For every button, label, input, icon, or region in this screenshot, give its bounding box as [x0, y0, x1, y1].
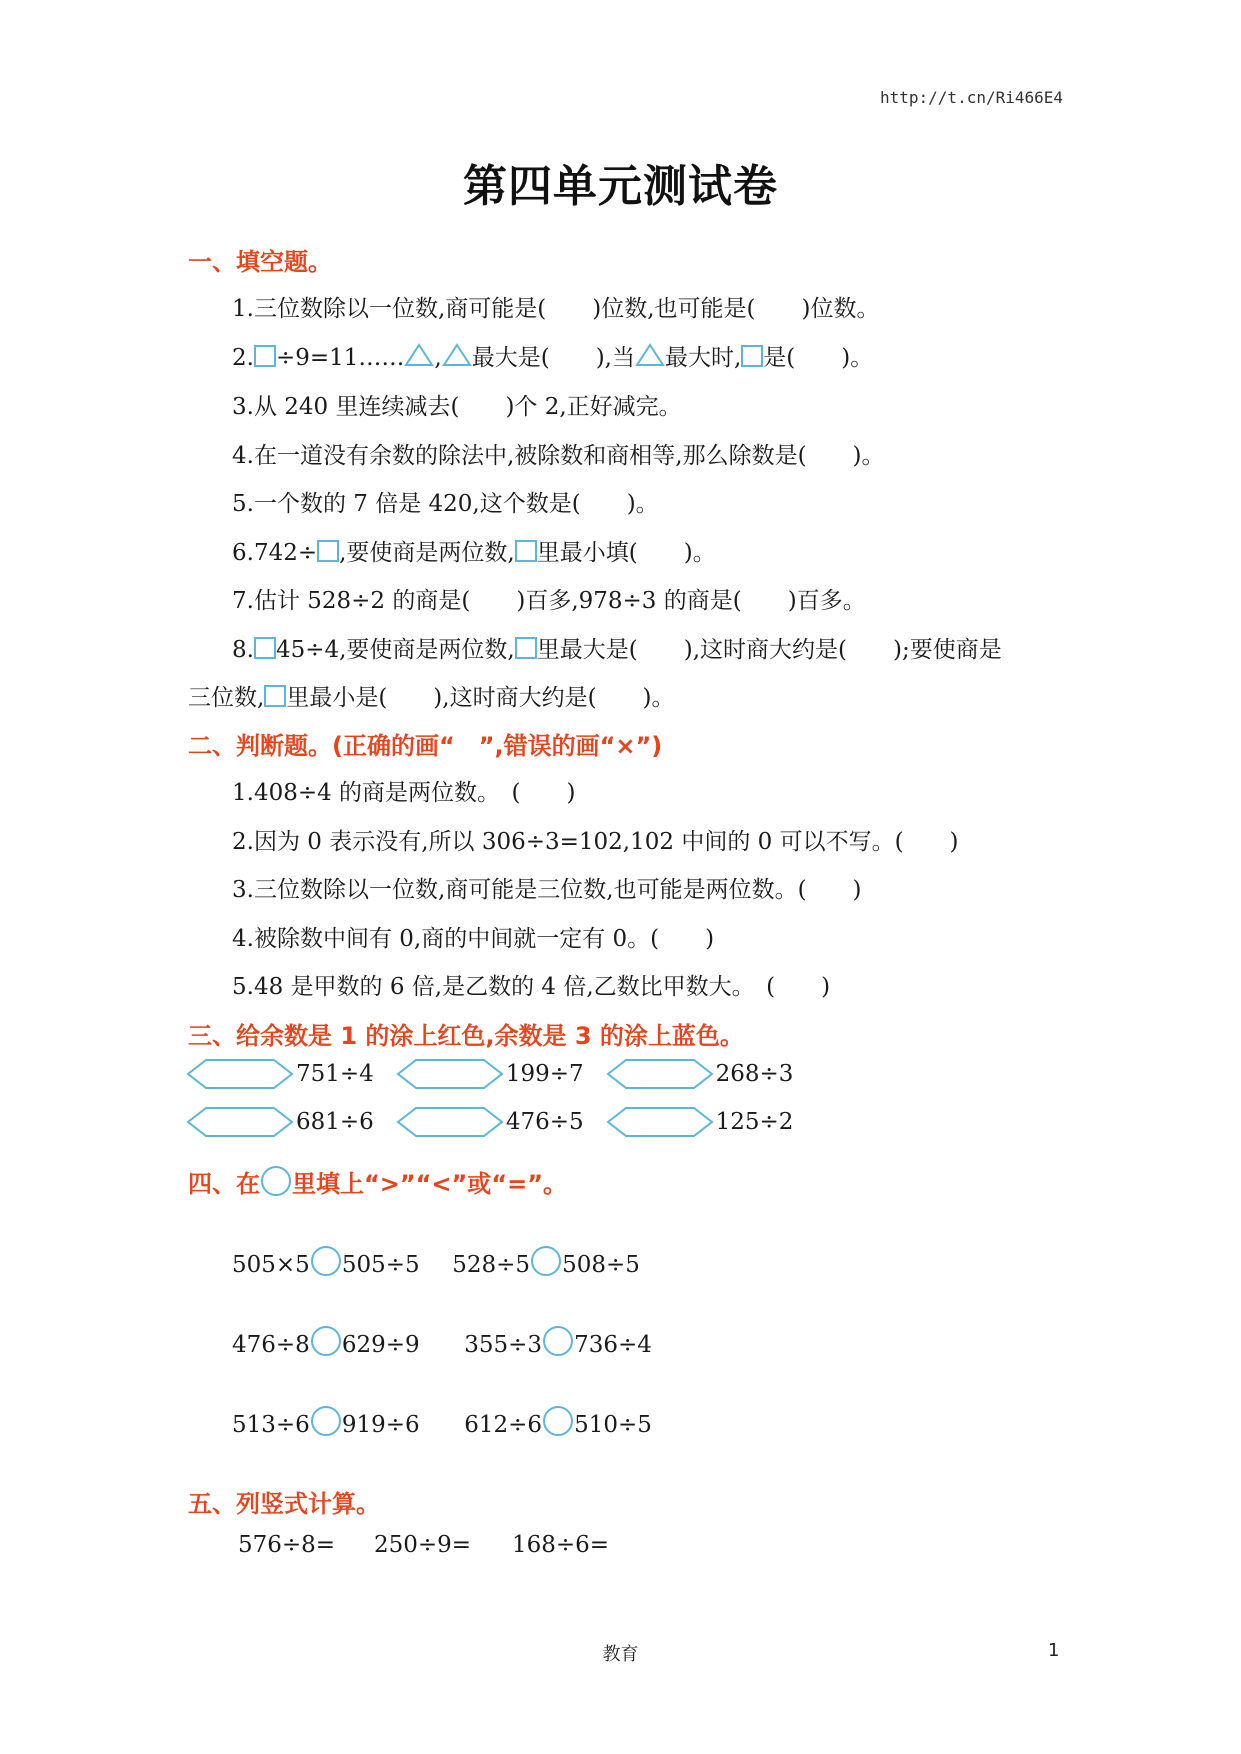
hexagon-item[interactable]	[606, 1058, 794, 1090]
hexagon-icon[interactable]	[186, 1058, 294, 1090]
s4-heading-part-b: 里填上“>”“<”或“=”。	[292, 1170, 567, 1198]
s1-question-2	[232, 339, 873, 372]
compare-left: 355÷3	[464, 1332, 543, 1358]
page-title: 第四单元测试卷	[463, 161, 778, 212]
footer-text: 教育	[602, 1644, 639, 1665]
compare-circle[interactable]	[311, 1406, 341, 1436]
s1-question-7: 7.估计 528÷2 的商是( )百多,978÷3 的商是( )百多。	[232, 588, 866, 614]
s1-question-5: 5.一个数的 7 倍是 420,这个数是( )。	[232, 491, 659, 517]
section2-heading: 二、判断题。(正确的画“ ”,错误的画“×”)	[188, 732, 663, 760]
square-box-icon	[515, 540, 537, 562]
compare-circle[interactable]	[543, 1326, 573, 1356]
hexagon-icon[interactable]	[606, 1058, 714, 1090]
compare-right: 505÷5	[341, 1252, 420, 1278]
hexagon-icon[interactable]	[606, 1106, 714, 1138]
header-url: http://t.cn/Ri466E4	[880, 88, 1064, 107]
square-box-icon	[254, 345, 276, 367]
q8-part-a: 8.	[232, 637, 254, 663]
s2-item-1: 1.408÷4 的商是两位数。 ( )	[232, 780, 576, 806]
s1-question-1: 1.三位数除以一位数,商可能是( )位数,也可能是( )位数。	[232, 296, 880, 322]
square-box-icon	[317, 540, 339, 562]
calc-item-1: 576÷8=	[238, 1532, 336, 1558]
q2-part-d: 最大时,	[664, 345, 742, 371]
q8-part-d: 三位数,	[188, 685, 265, 711]
hexagon-row-2	[186, 1106, 815, 1138]
compare-right: 510÷5	[574, 1412, 652, 1438]
hexagon-item[interactable]	[606, 1106, 794, 1138]
compare-row-2	[232, 1326, 652, 1358]
compare-row-1	[232, 1246, 640, 1278]
compare-circle[interactable]	[311, 1246, 341, 1276]
compare-left: 476÷8	[232, 1332, 310, 1358]
q8-part-c: 里最大是( ),这时商大约是( );要使商是	[536, 637, 1002, 663]
q2-part-e: 是( )。	[763, 345, 874, 371]
triangle-icon	[442, 343, 472, 367]
hexagon-label: 476÷5	[505, 1109, 584, 1135]
circle-icon	[261, 1166, 291, 1196]
calc-item-3: 168÷6=	[512, 1532, 610, 1558]
s2-item-5: 5.48 是甲数的 6 倍,是乙数的 4 倍,乙数比甲数大。 ( )	[232, 974, 831, 1000]
compare-circle[interactable]	[543, 1406, 573, 1436]
hexagon-label: 681÷6	[296, 1109, 374, 1135]
hexagon-item[interactable]	[396, 1058, 584, 1090]
section3-heading: 三、给余数是 1 的涂上红色,余数是 3 的涂上蓝色。	[188, 1022, 744, 1050]
hexagon-label: 751÷4	[296, 1061, 374, 1087]
q6-part-a: 6.742÷	[232, 540, 318, 566]
q2-part-c: 最大是( ),当	[471, 345, 635, 371]
s2-item-3: 3.三位数除以一位数,商可能是三位数,也可能是两位数。( )	[232, 877, 862, 903]
compare-left: 612÷6	[464, 1412, 543, 1438]
q8-part-b: 45÷4,要使商是两位数,	[275, 637, 515, 663]
square-box-icon	[741, 345, 763, 367]
page-number: 1	[1048, 1640, 1060, 1661]
hexagon-item[interactable]	[186, 1106, 374, 1138]
compare-right: 736÷4	[574, 1332, 652, 1358]
hexagon-label: 125÷2	[715, 1109, 794, 1135]
triangle-icon	[635, 343, 665, 367]
s1-question-6	[232, 534, 716, 567]
compare-right: 919÷6	[341, 1412, 420, 1438]
compare-left: 513÷6	[232, 1412, 310, 1438]
compare-left: 505×5	[232, 1252, 310, 1278]
s1-question-8-continued	[188, 679, 675, 712]
compare-left: 528÷5	[452, 1252, 531, 1278]
hexagon-row-1	[186, 1058, 815, 1090]
q2-prefix: 2.	[232, 345, 254, 371]
section5-heading: 五、列竖式计算。	[188, 1490, 380, 1518]
triangle-icon	[404, 343, 434, 367]
square-box-icon	[264, 685, 286, 707]
s1-question-4: 4.在一道没有余数的除法中,被除数和商相等,那么除数是( )。	[232, 443, 885, 469]
hexagon-label: 199÷7	[505, 1061, 584, 1087]
s2-item-4: 4.被除数中间有 0,商的中间就一定有 0。( )	[232, 926, 715, 952]
section1-heading: 一、填空题。	[188, 248, 332, 276]
s1-question-3: 3.从 240 里连续减去( )个 2,正好减完。	[232, 394, 682, 420]
s2-item-2: 2.因为 0 表示没有,所以 306÷3=102,102 中间的 0 可以不写。( )	[232, 829, 959, 855]
square-box-icon	[254, 637, 276, 659]
hexagon-icon[interactable]	[396, 1106, 504, 1138]
q6-part-b: ,要使商是两位数,	[339, 540, 515, 566]
compare-right: 508÷5	[562, 1252, 640, 1278]
s4-heading-part-a: 四、在	[188, 1170, 260, 1198]
hexagon-label: 268÷3	[715, 1061, 794, 1087]
q2-part-b: ,	[434, 345, 442, 371]
q2-part-a: ÷9=11……	[275, 345, 405, 371]
hexagon-icon[interactable]	[396, 1058, 504, 1090]
compare-right: 629÷9	[341, 1332, 420, 1358]
q8-part-e: 里最小是( ),这时商大约是( )。	[286, 685, 675, 711]
calc-item-2: 250÷9=	[374, 1532, 472, 1558]
q6-part-c: 里最小填( )。	[536, 540, 716, 566]
compare-row-3	[232, 1406, 652, 1438]
s1-question-8	[232, 631, 1002, 664]
hexagon-item[interactable]	[396, 1106, 584, 1138]
square-box-icon	[515, 637, 537, 659]
section4-heading	[188, 1164, 567, 1199]
compare-circle[interactable]	[311, 1326, 341, 1356]
hexagon-icon[interactable]	[186, 1106, 294, 1138]
hexagon-item[interactable]	[186, 1058, 374, 1090]
compare-circle[interactable]	[531, 1246, 561, 1276]
